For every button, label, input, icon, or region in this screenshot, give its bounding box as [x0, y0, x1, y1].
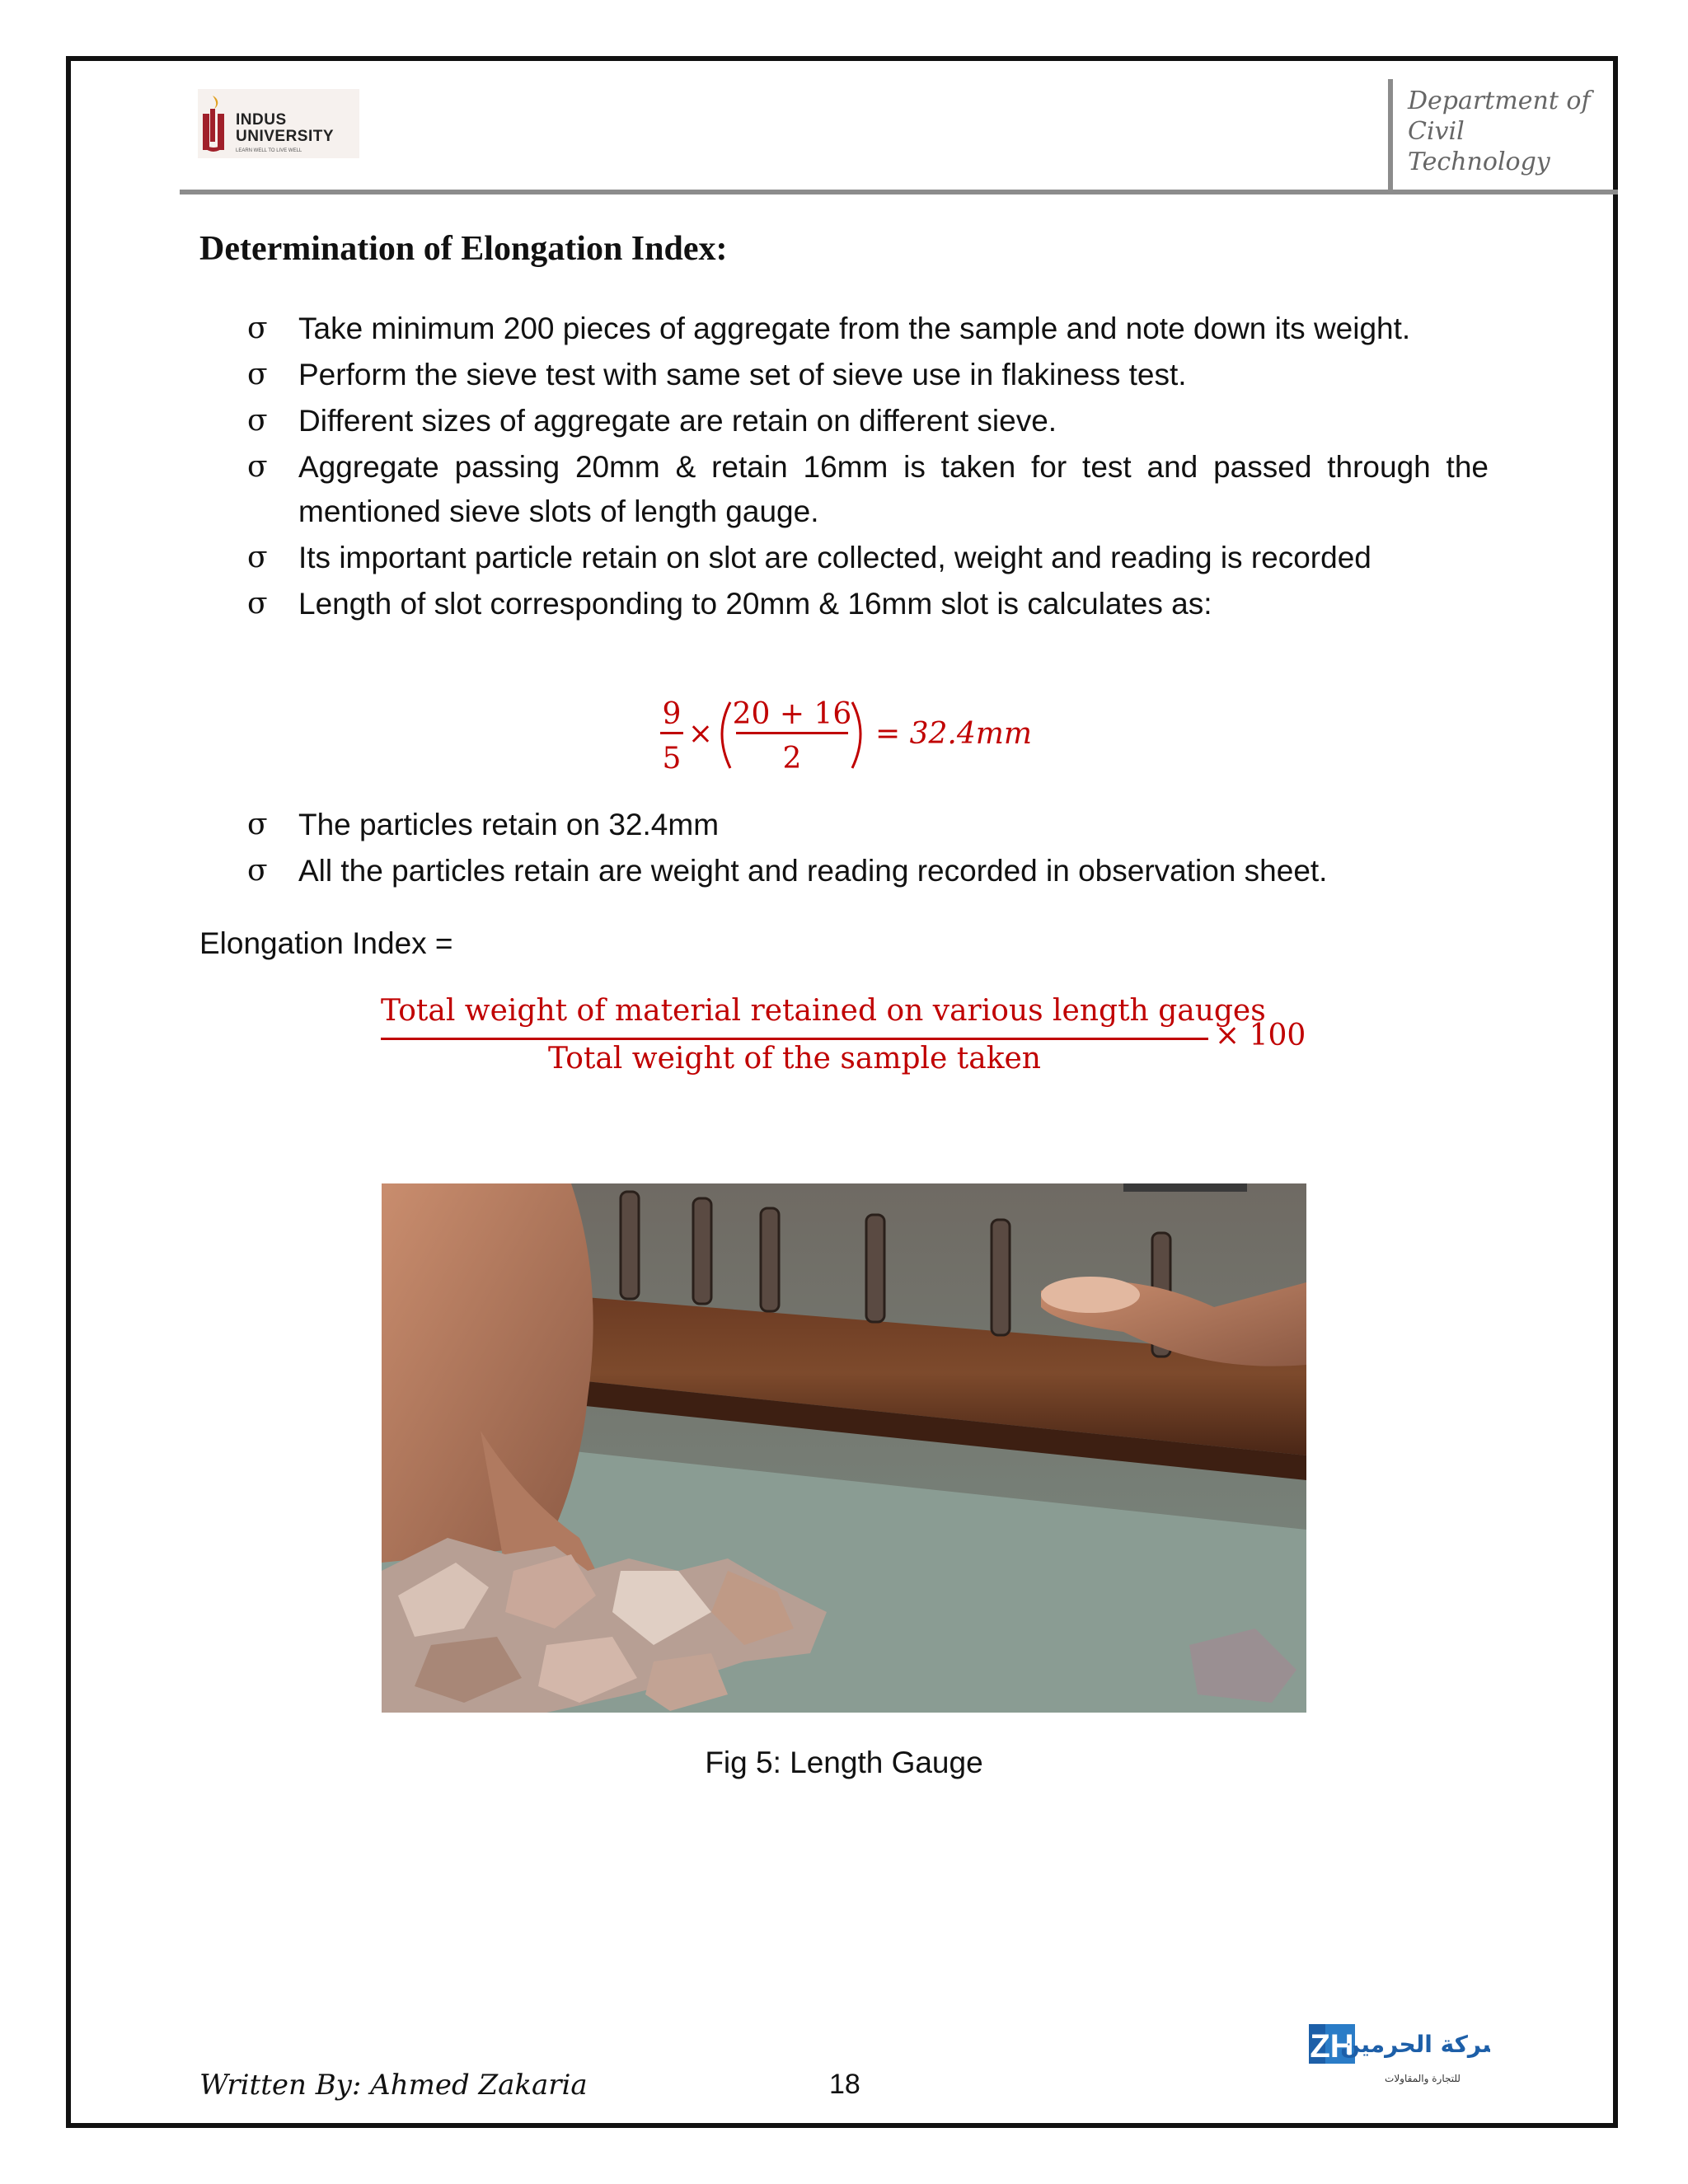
elongation-index-equation — [381, 989, 1320, 1088]
department-line: Civil — [1408, 117, 1465, 146]
elongation-index-label: Elongation Index = — [199, 926, 453, 960]
list-item-text: Take minimum 200 pieces of aggregate from the sample and note down its weight. — [298, 312, 1411, 345]
list-item-text: Length of slot corresponding to 20mm & 16mm slot is calculates as: — [298, 587, 1212, 621]
list-item — [247, 445, 1489, 534]
list-item-text: Aggregate passing 20mm & retain 16mm is taken for test and passed through the mentioned sieve slots of length gauge. — [298, 450, 1489, 528]
bullet-sigma-icon: σ — [247, 404, 268, 438]
section-title: Determination of Elongation Index: — [199, 230, 728, 268]
company-logo-name: شركة الحرمين — [1340, 2031, 1490, 2058]
eq1-times: × — [687, 717, 714, 751]
eq2-multiplier: × 100 — [1215, 1019, 1306, 1052]
bullet-sigma-icon: σ — [247, 854, 268, 888]
list-item — [247, 536, 1489, 580]
indus-university-logo — [198, 89, 359, 158]
company-logo — [1307, 2011, 1490, 2092]
logo-text — [236, 112, 334, 145]
eq1-right-paren — [852, 702, 860, 768]
procedure-list-continued — [247, 803, 1489, 895]
department-line: Department of — [1408, 87, 1591, 115]
list-item — [247, 353, 1489, 397]
list-item-text: The particles retain on 32.4mm — [298, 808, 720, 841]
bullet-sigma-icon: σ — [247, 312, 268, 345]
list-item-text: All the particles retain are weight and reading recorded in observation sheet. — [298, 854, 1328, 888]
eq2-numerator: Total weight of material retained on various length gauges — [381, 994, 1266, 1028]
list-item-text: Perform the sieve test with same set of sieve use in flakiness test. — [298, 358, 1187, 391]
eq1-frac1-numerator: 9 — [662, 697, 682, 731]
list-item-text: Its important particle retain on slot are collected, weight and reading is recorded — [298, 541, 1372, 574]
length-gauge-photo — [382, 1183, 1306, 1713]
bullet-sigma-icon: σ — [247, 450, 268, 484]
eq1-left-paren — [722, 702, 730, 768]
footer-author: Written By: Ahmed Zakaria — [199, 2069, 588, 2102]
eq2-denominator: Total weight of the sample taken — [547, 1042, 1041, 1076]
logo-tagline: LEARN WELL TO LIVE WELL — [236, 148, 302, 153]
bullet-sigma-icon: σ — [247, 541, 268, 574]
length-gauge-image — [382, 1183, 1306, 1713]
eq1-frac2-bar — [736, 732, 848, 734]
bullet-sigma-icon: σ — [247, 808, 268, 841]
logo-line-university: UNIVERSITY — [236, 128, 335, 145]
list-item — [247, 803, 1489, 847]
eq1-frac1-bar — [660, 732, 683, 734]
list-item-text: Different sizes of aggregate are retain on different sieve. — [298, 404, 1057, 438]
list-item — [247, 399, 1489, 443]
bullet-sigma-icon: σ — [247, 358, 268, 391]
page-number: 18 — [829, 2069, 860, 2100]
eq1-result: = 32.4mm — [875, 717, 1033, 751]
bullet-sigma-icon: σ — [247, 587, 268, 621]
department-line: Technology — [1408, 148, 1550, 176]
eq1-frac2-denominator: 2 — [782, 742, 802, 776]
eq1-frac2-numerator: 20 + 16 — [732, 697, 852, 731]
company-logo-sub: للتجارة والمقاولات — [1385, 2073, 1461, 2084]
eq1-frac1-denominator: 5 — [662, 742, 682, 776]
procedure-list — [247, 307, 1489, 628]
list-item — [247, 849, 1489, 893]
eq2-fraction-bar — [381, 1038, 1208, 1040]
list-item — [247, 307, 1489, 351]
svg-text:ZH: ZH — [1310, 2028, 1354, 2064]
company-logo-icon — [1307, 2011, 1490, 2092]
department-label — [1408, 86, 1591, 177]
header-divider-vertical — [1388, 79, 1393, 191]
logo-line-indus: INDUS — [236, 111, 287, 129]
figure-caption: Fig 5: Length Gauge — [705, 1746, 983, 1779]
list-item — [247, 582, 1489, 626]
slot-length-equation — [0, 691, 1688, 781]
header-rule — [180, 190, 1618, 194]
